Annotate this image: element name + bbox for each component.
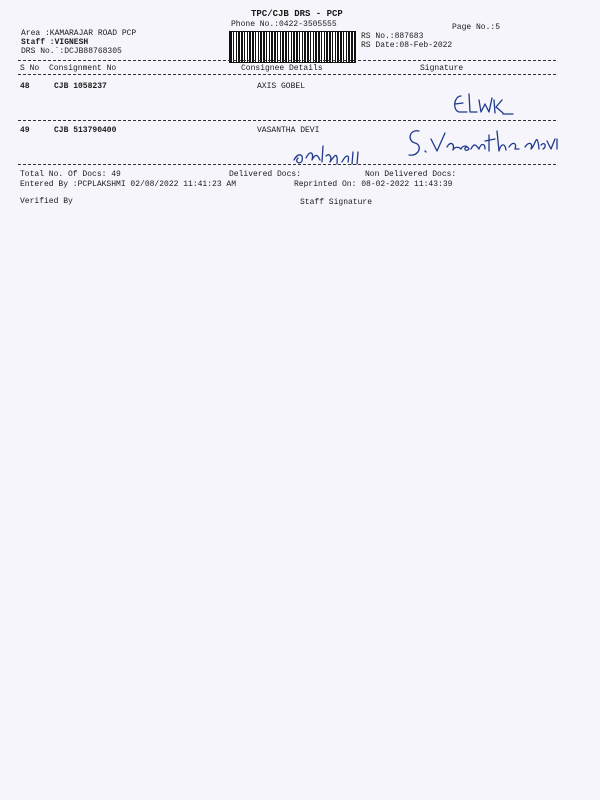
signature-vasantha-devi	[405, 125, 555, 165]
row-consignee: AXIS GOBEL	[257, 82, 306, 91]
staff-label: Staff :VIGNESH	[21, 38, 89, 47]
rs-date: RS Date:08-Feb-2022	[361, 41, 453, 50]
reprinted-on: Reprinted On: 08-02-2022 11:43:39	[294, 180, 453, 189]
column-header-consignment: Consignment No	[49, 64, 117, 73]
total-docs: Total No. Of Docs: 49	[20, 170, 121, 179]
column-header-sno: S No	[20, 64, 40, 73]
divider	[18, 164, 556, 165]
drs-number: DRS No.`:DCJB88768305	[21, 47, 122, 56]
phone-number: Phone No.:0422-3505555	[231, 20, 337, 29]
divider	[18, 60, 556, 61]
column-header-signature: Signature	[420, 64, 464, 73]
signature-axis-gobel	[449, 88, 519, 120]
row-consignment: CJB 513790400	[54, 126, 117, 135]
report-title: TPC/CJB DRS - PCP	[251, 9, 343, 19]
row-sno: 49	[20, 126, 30, 135]
delivered-docs: Delivered Docs:	[229, 170, 302, 179]
page-number: Page No.:5	[452, 23, 501, 32]
row-consignment: CJB 1058237	[54, 82, 107, 91]
divider	[18, 74, 556, 75]
divider	[18, 120, 556, 121]
area-label: Area :KAMARAJAR ROAD PCP	[21, 29, 137, 38]
staff-signature-label: Staff Signature	[300, 198, 373, 207]
entered-by: Entered By :PCPLAKSHMI 02/08/2022 11:41:23 AM	[20, 180, 237, 189]
barcode	[229, 31, 356, 63]
row-sno: 48	[20, 82, 30, 91]
column-header-consignee: Consignee Details	[241, 64, 323, 73]
verified-by-label: Verified By	[20, 197, 73, 206]
rs-number: RS No.:887683	[361, 32, 424, 41]
row-consignee: VASANTHA DEVI	[257, 126, 320, 135]
non-delivered-docs: Non Delivered Docs:	[365, 170, 457, 179]
